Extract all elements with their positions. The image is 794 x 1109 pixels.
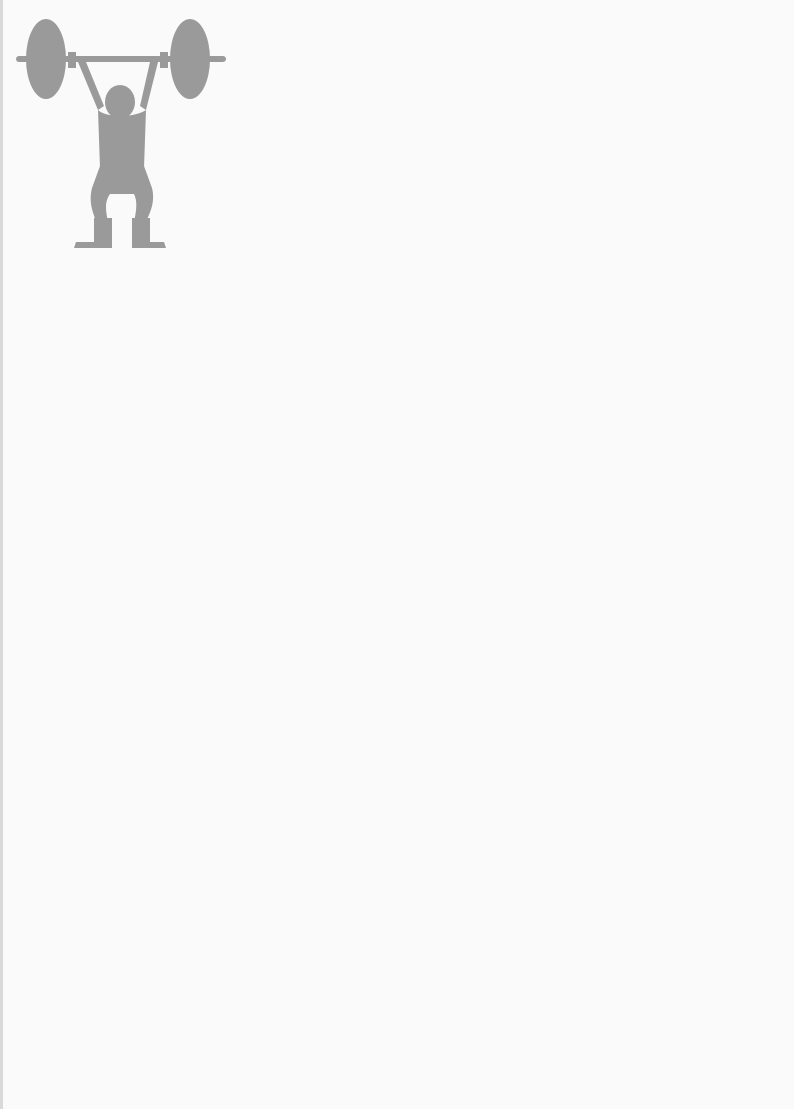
weightlifter-silhouette-icon [16,18,226,250]
page-edge [0,0,3,1109]
